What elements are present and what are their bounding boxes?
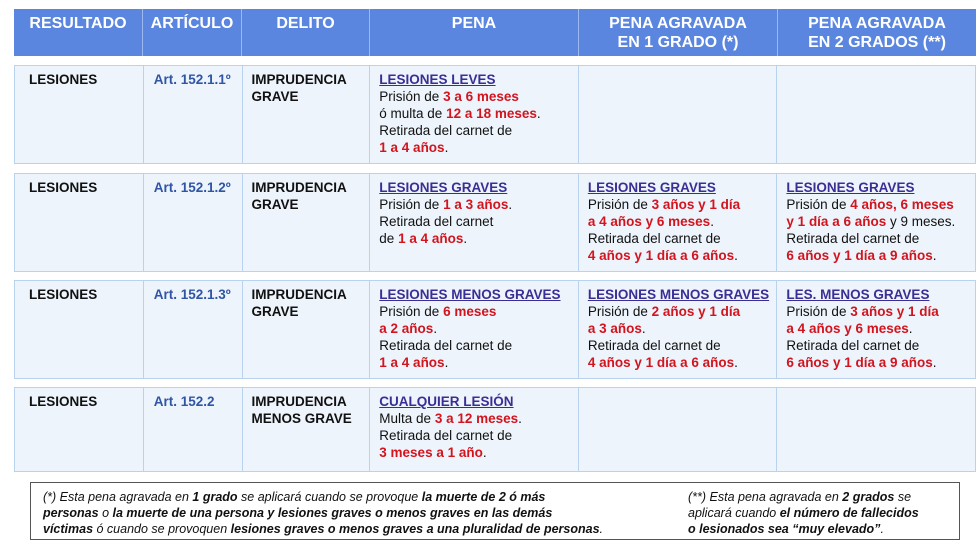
pena-agravada-2-title: LESIONES GRAVES xyxy=(786,180,915,195)
pena-text: . xyxy=(463,231,468,246)
header-pena-agravada-1 xyxy=(579,9,778,56)
pena-text: . xyxy=(444,355,449,370)
pena-agravada-1-title: LESIONES GRAVES xyxy=(587,180,716,195)
note-bold: 1 grado xyxy=(192,490,238,504)
pena-cell xyxy=(370,66,579,163)
pena-text: . xyxy=(444,140,449,155)
pena-line xyxy=(379,230,578,247)
pena-cell xyxy=(370,281,579,378)
header-pena-agravada-1-line1: PENA AGRAVADA xyxy=(609,15,747,32)
pena-text: ó multa de xyxy=(379,106,447,121)
note-bold: la muerte de una persona y lesiones graves o menos graves en las demás xyxy=(112,506,553,520)
pena-line xyxy=(379,196,578,213)
pena-line: Retirada del carnet de xyxy=(587,338,721,353)
table-row xyxy=(14,280,976,379)
note-bold: el número de fallecidos xyxy=(779,506,919,520)
pena-text: y 9 meses. xyxy=(886,214,956,229)
pena-line xyxy=(786,196,975,213)
pena-highlight: 1 a 4 años xyxy=(398,231,464,246)
pena-highlight: 6 años y 1 día a 9 años xyxy=(786,355,933,370)
header-delito xyxy=(242,9,370,56)
pena-line: Retirada del carnet de xyxy=(379,338,513,353)
footnote-1-line3 xyxy=(43,521,683,537)
resultado-value: LESIONES xyxy=(29,180,98,195)
pena-line xyxy=(786,303,975,320)
pena-text: . xyxy=(734,248,738,263)
pena-highlight: a 3 años xyxy=(587,321,642,336)
note-text: se aplicará cuando se provoque xyxy=(237,490,422,504)
footnote-1-line2 xyxy=(43,505,683,521)
resultado-cell xyxy=(15,174,144,271)
pena-line xyxy=(379,88,578,105)
pena-text: Prisión de xyxy=(786,197,851,212)
header-resultado xyxy=(14,9,143,56)
pena-line: Retirada del carnet de xyxy=(786,338,920,353)
pena-line xyxy=(379,410,578,427)
pena-title: LESIONES LEVES xyxy=(379,72,496,87)
articulo-value: Art. 152.1.1º xyxy=(153,72,231,87)
note-bold: 2 grados xyxy=(842,490,895,504)
header-pena-agravada-2-line2: EN 2 GRADOS (**) xyxy=(808,34,946,51)
articulo-value: Art. 152.2 xyxy=(153,394,215,409)
note-text: ó cuando se provoquen xyxy=(93,522,231,536)
note-text: . xyxy=(599,522,604,536)
delito-cell xyxy=(243,174,371,271)
footnote-2-line1 xyxy=(688,489,958,505)
resultado-cell xyxy=(15,281,144,378)
pena-line xyxy=(588,196,777,213)
delito-line1: IMPRUDENCIA xyxy=(251,72,347,87)
pena-highlight: 4 años y 1 día a 6 años xyxy=(587,355,735,370)
table-row xyxy=(14,387,976,472)
pena-agravada-1-cell xyxy=(579,66,778,163)
pena-text: . xyxy=(482,445,487,460)
pena-line xyxy=(588,354,777,371)
pena-line xyxy=(588,247,777,264)
pena-line xyxy=(379,320,578,337)
delito-cell xyxy=(243,281,371,378)
pena-highlight: 3 a 6 meses xyxy=(443,89,519,104)
pena-agravada-2-cell xyxy=(777,388,975,471)
table-row xyxy=(14,65,976,164)
header-pena xyxy=(370,9,579,56)
note-bold: personas xyxy=(43,506,99,520)
pena-highlight: 4 años, 6 meses xyxy=(850,197,954,212)
delito-line1: IMPRUDENCIA xyxy=(251,287,347,302)
pena-highlight: 4 años y 1 día a 6 años xyxy=(587,248,735,263)
pena-highlight: y 1 día a 6 años xyxy=(786,214,887,229)
note-bold: o lesionados sea “muy elevado” xyxy=(688,522,881,536)
pena-highlight: 3 años y 1 día xyxy=(850,304,939,319)
delito-line2: MENOS GRAVE xyxy=(251,411,352,426)
footnote-2-line2 xyxy=(688,505,958,521)
delito-line1: IMPRUDENCIA xyxy=(251,394,347,409)
note-bold: lesiones graves o menos graves a una pluralidad de personas xyxy=(230,522,600,536)
pena-text: . xyxy=(908,321,913,336)
pena-line: Retirada del carnet xyxy=(379,214,494,229)
pena-line xyxy=(379,444,578,461)
resultado-cell xyxy=(15,388,144,471)
header-articulo xyxy=(143,9,242,56)
pena-agravada-1-cell xyxy=(579,174,778,271)
pena-text: . xyxy=(433,321,438,336)
pena-highlight: 6 meses xyxy=(443,304,497,319)
pena-agravada-2-title: LES. MENOS GRAVES xyxy=(786,287,930,302)
footnote-2 xyxy=(688,489,958,537)
pena-text: . xyxy=(734,355,738,370)
pena-highlight: 3 años y 1 día xyxy=(651,197,741,212)
articulo-cell xyxy=(144,66,243,163)
pena-line: Retirada del carnet de xyxy=(587,231,721,246)
pena-line xyxy=(588,320,777,337)
pena-highlight: a 4 años y 6 meses xyxy=(587,214,711,229)
pena-line xyxy=(786,247,975,264)
pena-title: CUALQUIER LESIÓN xyxy=(379,394,514,409)
footnote-1-line1 xyxy=(43,489,683,505)
pena-text: de xyxy=(379,231,399,246)
note-bold: víctimas xyxy=(43,522,94,536)
pena-line xyxy=(786,354,975,371)
pena-title: LESIONES MENOS GRAVES xyxy=(379,287,561,302)
pena-text: Prisión de xyxy=(379,89,444,104)
pena-text: . xyxy=(536,106,541,121)
pena-highlight: 1 a 4 años xyxy=(379,140,445,155)
pena-text: . xyxy=(932,355,937,370)
articulo-cell xyxy=(144,388,243,471)
pena-text: Multa de xyxy=(379,411,435,426)
resultado-value: LESIONES xyxy=(29,72,98,87)
note-bold: la muerte de 2 ó más xyxy=(421,490,546,504)
note-text: aplicará cuando xyxy=(688,506,780,520)
pena-line xyxy=(379,354,578,371)
pena-cell xyxy=(370,388,579,471)
pena-text: . xyxy=(932,248,937,263)
pena-cell xyxy=(370,174,579,271)
pena-agravada-1-title: LESIONES MENOS GRAVES xyxy=(587,287,770,302)
pena-line xyxy=(379,139,578,156)
pena-agravada-2-cell xyxy=(777,66,975,163)
pena-highlight: 6 años y 1 día a 9 años xyxy=(786,248,933,263)
pena-highlight: 12 a 18 meses xyxy=(446,106,537,121)
pena-agravada-2-cell xyxy=(777,281,975,378)
pena-line xyxy=(379,105,578,122)
pena-text: . xyxy=(518,411,522,426)
pena-title: LESIONES GRAVES xyxy=(379,180,508,195)
pena-highlight: 2 años y 1 día xyxy=(651,304,741,319)
header-delito-label: DELITO xyxy=(276,15,335,32)
pena-agravada-1-cell xyxy=(579,388,778,471)
pena-line xyxy=(786,213,975,230)
pena-highlight: a 4 años y 6 meses xyxy=(786,321,909,336)
articulo-cell xyxy=(144,281,243,378)
note-text: (**) Esta pena agravada en xyxy=(688,490,843,504)
pena-text: Prisión de xyxy=(379,304,444,319)
articulo-cell xyxy=(144,174,243,271)
delito-line1: IMPRUDENCIA xyxy=(251,180,347,195)
resultado-value: LESIONES xyxy=(29,394,98,409)
pena-highlight: 3 a 12 meses xyxy=(434,411,519,426)
header-resultado-label: RESULTADO xyxy=(29,15,127,32)
articulo-value: Art. 152.1.3º xyxy=(153,287,231,302)
table-header xyxy=(14,9,976,56)
delito-cell xyxy=(243,388,371,471)
pena-highlight: 3 meses a 1 año xyxy=(379,445,483,460)
pena-text: Prisión de xyxy=(379,197,444,212)
articulo-value: Art. 152.1.2º xyxy=(153,180,231,195)
pena-text: Prisión de xyxy=(587,197,652,212)
pena-text: Prisión de xyxy=(587,304,652,319)
pena-line xyxy=(379,303,578,320)
delito-cell xyxy=(243,66,371,163)
delito-line2: GRAVE xyxy=(251,197,299,212)
footnote-2-line3 xyxy=(688,521,958,537)
delito-line2: GRAVE xyxy=(251,304,299,319)
pena-line xyxy=(588,213,777,230)
pena-line xyxy=(786,320,975,337)
header-pena-agravada-2 xyxy=(778,9,976,56)
pena-highlight: 1 a 4 años xyxy=(379,355,445,370)
pena-line: Retirada del carnet de xyxy=(379,123,513,138)
pena-line: Retirada del carnet de xyxy=(379,428,513,443)
pena-line xyxy=(588,303,777,320)
pena-text: . xyxy=(710,214,714,229)
header-pena-agravada-1-line2: EN 1 GRADO (*) xyxy=(617,34,739,51)
note-text: . xyxy=(880,522,884,536)
pena-agravada-2-cell xyxy=(777,174,975,271)
pena-line: Retirada del carnet de xyxy=(786,231,920,246)
pena-highlight: 1 a 3 años xyxy=(443,197,509,212)
table-row xyxy=(14,173,976,272)
pena-agravada-1-cell xyxy=(579,281,778,378)
footnotes-box xyxy=(30,482,960,540)
pena-text: Prisión de xyxy=(786,304,851,319)
resultado-value: LESIONES xyxy=(29,287,98,302)
resultado-cell xyxy=(15,66,144,163)
note-text: (*) Esta pena agravada en xyxy=(43,490,193,504)
note-text: se xyxy=(894,490,912,504)
header-pena-label: PENA xyxy=(451,15,497,32)
header-pena-agravada-2-line1: PENA AGRAVADA xyxy=(808,15,946,32)
delito-line2: GRAVE xyxy=(251,89,299,104)
pena-text: . xyxy=(641,321,646,336)
header-articulo-label: ARTÍCULO xyxy=(150,15,234,32)
pena-highlight: a 2 años xyxy=(379,321,434,336)
pena-text: . xyxy=(508,197,513,212)
note-text: o xyxy=(98,506,113,520)
footnote-1 xyxy=(43,489,683,537)
